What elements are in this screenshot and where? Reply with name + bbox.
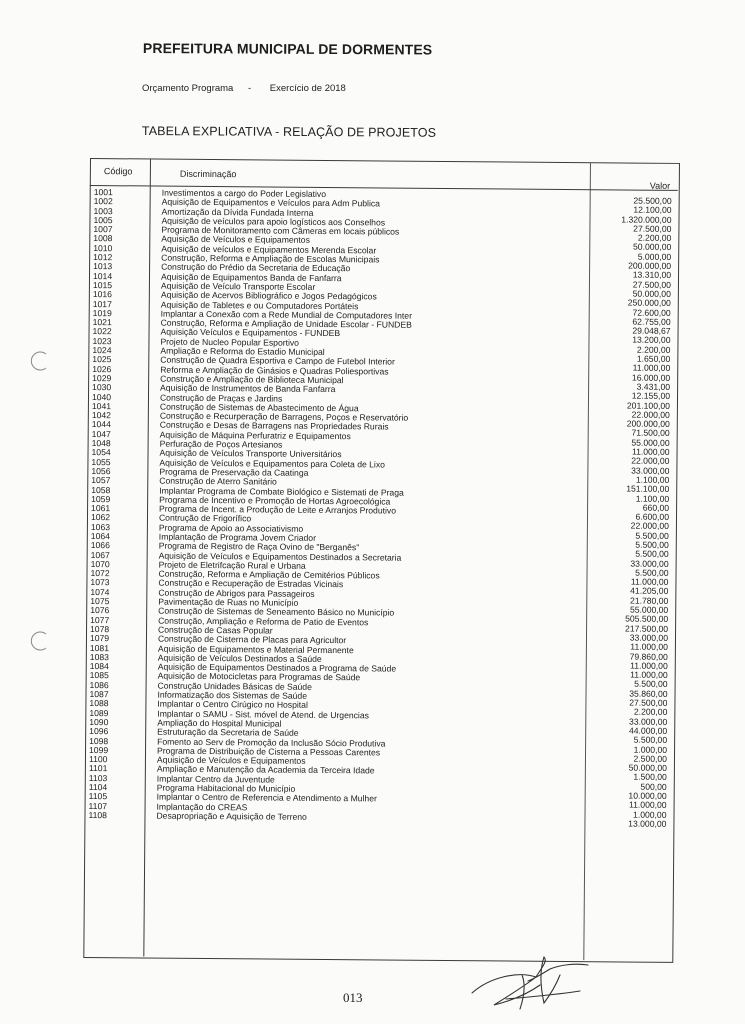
row-description: Construção e Recuperação de Estradas Vicinais bbox=[158, 578, 344, 590]
row-code: 1021 bbox=[92, 317, 112, 328]
row-code: 1089 bbox=[89, 707, 109, 718]
row-code: 1101 bbox=[88, 763, 108, 774]
row-value: 33.000,00 bbox=[629, 716, 668, 727]
row-code: 1012 bbox=[93, 252, 113, 263]
row-code: 1019 bbox=[92, 307, 112, 319]
row-value: 72.600,00 bbox=[632, 307, 671, 318]
row-code: 1003 bbox=[93, 205, 113, 216]
row-description: Aquisição de Acervos Bibliográfico e Jogos Pedagógicos bbox=[160, 289, 377, 302]
row-code: 1079 bbox=[89, 633, 110, 644]
row-description: Aquisição de Equipamentos e Material Permanente bbox=[157, 643, 354, 655]
row-value: 25.500,00 bbox=[633, 195, 672, 206]
row-code: 1025 bbox=[92, 354, 112, 365]
row-code: 1108 bbox=[88, 809, 108, 821]
row-description: Ampliação e Reforma do Estadio Municipal bbox=[160, 345, 325, 358]
row-description: Reforma e Ampliação de Ginásios e Quadras Poliesportivas bbox=[160, 364, 389, 377]
row-value: 1.000,00 bbox=[633, 809, 667, 820]
punch-hole-mark bbox=[28, 350, 50, 372]
row-value: 217.500,00 bbox=[625, 623, 669, 634]
row-description: Implantar o Centro de Referencia e Atendimento a Mulher bbox=[156, 791, 377, 804]
row-value: 200.000,00 bbox=[626, 418, 670, 429]
row-description: Construção e Desas de Barragens nas Propriedades Rurais bbox=[159, 420, 389, 432]
row-value: 22.000,00 bbox=[631, 455, 670, 467]
row-description: Construção de Casas Popular bbox=[158, 624, 273, 636]
row-code: 1055 bbox=[91, 456, 111, 467]
row-value: 11.000,00 bbox=[630, 660, 668, 671]
row-value: 5.500,00 bbox=[635, 567, 669, 578]
row-description: Aquisição de Instrumentos de Banda Fanfarra bbox=[160, 382, 336, 395]
row-code: 1100 bbox=[88, 754, 108, 765]
row-description: Programa de Apoio ao Associativismo bbox=[158, 522, 304, 534]
row-code: 1024 bbox=[92, 345, 112, 356]
row-code: 1048 bbox=[91, 438, 111, 449]
row-value: 27.500,00 bbox=[632, 279, 672, 290]
row-value: 55.000,00 bbox=[631, 437, 670, 448]
row-description: Aquisição de Veículos Transporte Universitários bbox=[159, 447, 342, 460]
row-value: 11.000,00 bbox=[630, 641, 668, 653]
row-code: 1054 bbox=[91, 447, 111, 458]
row-description: Implantar a Conexão com a Rede Mundial de Computadores Inter bbox=[160, 308, 413, 321]
row-value: 33.000,00 bbox=[631, 465, 670, 476]
row-code: 1005 bbox=[93, 214, 113, 226]
row-value: 6.600,00 bbox=[635, 511, 670, 522]
row-description: Construção e Ampliação de Biblioteca Municipal bbox=[160, 373, 344, 386]
row-description: Implantar Programa de Combate Biológico e Sistemati de Praga bbox=[159, 485, 404, 498]
row-code: 1070 bbox=[90, 558, 110, 570]
row-value: 12.155,00 bbox=[631, 390, 671, 402]
row-code: 1058 bbox=[91, 484, 111, 495]
row-code: 1057 bbox=[91, 475, 111, 486]
row-value: 2.200,00 bbox=[633, 706, 668, 718]
row-code: 1066 bbox=[90, 540, 110, 551]
row-value: 2.500,00 bbox=[633, 753, 668, 764]
row-description: Programa de Incentivo e Promoção de Hortas Agroecológica bbox=[159, 494, 391, 507]
row-value: 1.650,00 bbox=[636, 353, 671, 364]
row-description: Aquisição de Equipamentos Destinados a Programa de Saúde bbox=[157, 661, 397, 674]
row-description: Construção de Praças e Jardins bbox=[159, 392, 283, 404]
row-description: Aquisição de Veículos e Equipamentos Destinados a Secretaria bbox=[158, 550, 402, 563]
row-value: 44.000,00 bbox=[628, 725, 668, 736]
row-description: Aquisição de Veículos e Equipamentos bbox=[156, 754, 306, 766]
row-code: 1010 bbox=[93, 242, 113, 253]
exercise-label: Exercício de 2018 bbox=[269, 83, 346, 94]
row-description: Programa de Incent. a Produção de Leite e Arranjos Produtivo bbox=[159, 503, 397, 516]
row-value: 201.100,00 bbox=[626, 400, 670, 411]
row-code: 1042 bbox=[91, 410, 112, 421]
row-code: 1096 bbox=[89, 726, 109, 737]
row-code: 1047 bbox=[91, 428, 111, 439]
row-description: Construção Unidades Básicas de Saúde bbox=[157, 680, 312, 692]
row-description: Estruturação da Secretaria de Saúde bbox=[157, 726, 299, 738]
row-code: 1016 bbox=[92, 289, 113, 300]
row-description: Informatização dos Sistemas de Saúde bbox=[157, 689, 308, 701]
row-code: 1085 bbox=[89, 670, 109, 681]
row-description: Programa Habitacional do Município bbox=[156, 782, 296, 794]
row-value: 16.000,00 bbox=[631, 372, 671, 383]
row-value: 1.320.000,00 bbox=[621, 214, 672, 225]
row-code: 1030 bbox=[92, 382, 112, 393]
row-description: Aquisição de Veículos Destinados a Saúde bbox=[157, 652, 322, 664]
row-value: 5.500,00 bbox=[633, 734, 668, 746]
row-value: 22.000,00 bbox=[630, 520, 669, 532]
row-value: 79.860,00 bbox=[629, 651, 668, 662]
row-value: 1.100,00 bbox=[635, 493, 670, 504]
row-description: Perfuração de Poços Artesianos bbox=[159, 438, 283, 450]
row-value: 1.100,00 bbox=[635, 474, 670, 485]
row-value: 3.431,00 bbox=[636, 381, 671, 392]
row-description: Construção, Reforma e Ampliação de Unidade Escolar - FUNDEB bbox=[160, 317, 412, 330]
row-value: 11.000,00 bbox=[631, 446, 670, 457]
row-value: 12.100,00 bbox=[633, 204, 672, 216]
row-value: 22.000,00 bbox=[631, 409, 670, 420]
row-code: 1081 bbox=[89, 642, 110, 653]
row-code: 1022 bbox=[92, 326, 112, 337]
row-code: 1086 bbox=[89, 679, 109, 690]
row-value: 27.500,00 bbox=[633, 223, 672, 234]
row-description: Pavimentação de Ruas no Município bbox=[158, 596, 299, 608]
row-code: 1014 bbox=[92, 270, 113, 281]
row-value: 55.000,00 bbox=[629, 604, 669, 615]
row-description: Implantar Centro da Juventude bbox=[156, 773, 275, 785]
row-code: 1017 bbox=[92, 298, 112, 309]
row-description: Aquisição de Equipamentos Banda de Fanfarra bbox=[160, 271, 342, 283]
row-code: 1088 bbox=[89, 698, 109, 709]
row-description: Aquisição de Tabletes e ou Computadores Portáteis bbox=[160, 299, 359, 311]
row-code: 1015 bbox=[92, 279, 113, 291]
row-value: 21.780,00 bbox=[630, 595, 669, 606]
row-code: 1040 bbox=[91, 391, 112, 402]
handwritten-signature bbox=[470, 955, 590, 1015]
table-body bbox=[84, 187, 679, 829]
row-description: Projeto de Nucleo Popular Esportivo bbox=[160, 336, 300, 348]
row-code: 1013 bbox=[93, 261, 113, 272]
row-value: 500,00 bbox=[640, 781, 667, 792]
row-value: 10.000,00 bbox=[628, 790, 667, 801]
row-value: 250.000,00 bbox=[627, 297, 671, 309]
row-description: Desapropriação e Aquisição de Terreno bbox=[156, 810, 307, 822]
row-description: Aquisição de Veículo Transporte Escolar bbox=[160, 280, 316, 292]
column-header-code: Código bbox=[103, 166, 133, 177]
row-description: Construção de Abrigos para Passageiros bbox=[158, 587, 315, 599]
row-description: Contrução de Frigorífico bbox=[158, 512, 252, 524]
row-code: 1044 bbox=[91, 419, 111, 430]
row-value: 1.500,00 bbox=[633, 771, 667, 783]
row-description: Construção de Sistemas de Abastecimento de Água bbox=[159, 401, 359, 414]
row-code: 1002 bbox=[93, 196, 113, 207]
row-code: 1026 bbox=[92, 363, 112, 374]
budget-label: Orçamento Programa bbox=[142, 83, 234, 94]
row-description: Programa de Registro de Raça Ovino de "Berganês" bbox=[158, 540, 360, 553]
punch-hole-mark bbox=[28, 630, 50, 652]
row-description: Implantar o Centro Cirúgico no Hospital bbox=[157, 698, 308, 711]
row-value: 505.500,00 bbox=[625, 613, 669, 625]
row-description: Construção, Reforma e Ampliação de Escolas Municipais bbox=[161, 252, 380, 265]
row-code: 1104 bbox=[88, 782, 108, 793]
row-value: 50.000,00 bbox=[632, 288, 671, 299]
row-code: 1098 bbox=[89, 735, 109, 746]
row-code: 1059 bbox=[91, 493, 111, 504]
row-code: 1072 bbox=[90, 568, 110, 579]
row-description: Construção de Cisterna de Placas para Agricultor bbox=[157, 633, 347, 646]
row-code: 1056 bbox=[91, 465, 111, 477]
row-description: Aquisição de veículos e Equipamentos Merenda Escolar bbox=[161, 243, 377, 256]
row-value: 13.000,00 bbox=[628, 818, 667, 829]
row-value: 5.000,00 bbox=[637, 251, 672, 262]
row-code: 1008 bbox=[93, 233, 113, 244]
row-code: 1105 bbox=[88, 791, 108, 802]
row-value: 13.200,00 bbox=[632, 335, 671, 346]
row-description: Aquisição de Equipamentos e Veículos para Adm Publica bbox=[161, 196, 380, 209]
row-value: 200.000,00 bbox=[628, 260, 672, 271]
row-description: Construção e Recurperação de Barragens, Poços e Reservatório bbox=[159, 410, 409, 423]
row-value: 29.048,67 bbox=[632, 325, 671, 337]
row-description: Ampliação e Manutenção da Academia da Terceira Idade bbox=[156, 763, 375, 776]
row-value: 1.000,00 bbox=[633, 744, 668, 755]
row-description: Programa de Distribuição de Cisterna a Pessoas Carentes bbox=[156, 745, 381, 758]
row-code: 1107 bbox=[88, 800, 108, 811]
row-code: 1067 bbox=[90, 549, 110, 560]
row-description: Programa de Preservação da Caatinga bbox=[159, 466, 309, 478]
row-value: 5.500,00 bbox=[635, 539, 669, 550]
row-value: 2.200,00 bbox=[636, 344, 671, 355]
row-description: Aquisição de Motocicletas para Programas de Saúde bbox=[157, 671, 361, 683]
row-code: 1007 bbox=[93, 224, 113, 235]
row-description: Implantação de Programa Jovem Criador bbox=[158, 531, 317, 543]
row-code: 1064 bbox=[90, 531, 110, 542]
row-code: 1077 bbox=[90, 614, 110, 625]
budget-subtitle bbox=[142, 83, 346, 94]
row-value: 33.000,00 bbox=[630, 558, 669, 569]
row-description: Construção, Reforma e Ampliação de Cemitérios Públicos bbox=[158, 568, 380, 581]
row-code: 1073 bbox=[90, 577, 110, 588]
page-number: 013 bbox=[343, 990, 363, 1005]
row-code: 1023 bbox=[92, 335, 112, 346]
row-code: 1074 bbox=[90, 586, 110, 597]
row-code: 1062 bbox=[90, 512, 111, 523]
row-description: Aquisição de Máquina Perfuratriz e Equipamentos bbox=[159, 429, 351, 441]
row-value: 33.000,00 bbox=[629, 632, 669, 643]
row-description: Construção do Prédio da Secretaria de Educação bbox=[161, 261, 351, 274]
row-code: 1084 bbox=[89, 661, 109, 672]
row-code: 1103 bbox=[88, 772, 108, 783]
row-description: Aquisição de Veículos e Equipamentos para Coleta de Lixo bbox=[159, 457, 385, 470]
row-description: Construção, Ampliação e Reforma de Patio de Eventos bbox=[158, 615, 369, 628]
row-value: 71.500,00 bbox=[631, 427, 670, 439]
row-value: 2.200,00 bbox=[637, 232, 672, 244]
column-header-description: Discriminação bbox=[179, 168, 237, 180]
row-value: 11.000,00 bbox=[630, 576, 669, 588]
row-value: 27.500,00 bbox=[629, 697, 668, 708]
row-description: Aquisição de veículos para apoio logísticos aos Conselhos bbox=[161, 215, 386, 228]
row-description: Projeto de Eletrifcação Rural e Urbana bbox=[158, 559, 306, 571]
page-title: PREFEITURA MUNICIPAL DE DORMENTES bbox=[142, 40, 433, 58]
row-code: 1083 bbox=[89, 651, 109, 663]
row-description: Ampliação do Hospital Municipal bbox=[157, 717, 282, 729]
row-code: 1063 bbox=[90, 521, 111, 532]
row-code: 1075 bbox=[90, 596, 110, 607]
row-code: 1090 bbox=[89, 716, 109, 728]
row-value: 5.500,00 bbox=[635, 530, 669, 541]
row-value: 41.205,00 bbox=[630, 586, 669, 597]
projects-table bbox=[83, 158, 680, 963]
row-value: 50.000,00 bbox=[628, 762, 667, 773]
row-description: Investimentos a cargo do Poder Legislativo bbox=[161, 187, 327, 199]
row-description: Construção de Quadra Esportiva e Campo de Futebol Interior bbox=[160, 354, 395, 367]
row-description: Construção de Aterro Sanitário bbox=[159, 475, 277, 487]
subtitle-separator: - bbox=[247, 83, 252, 94]
row-description: Programa de Monitoramento com Câmeras em locais públicos bbox=[161, 224, 400, 237]
row-code: 1029 bbox=[92, 372, 112, 384]
row-description: Construção de Sistemas de Seneamento Básico no Município bbox=[158, 605, 395, 618]
row-description: Implantação do CREAS bbox=[156, 801, 248, 812]
row-description: Amortização da Dívida Fundada Interna bbox=[161, 206, 314, 218]
row-value: 11.000,00 bbox=[628, 799, 667, 811]
row-value: 62.755,00 bbox=[632, 316, 671, 327]
row-value: 660,00 bbox=[642, 502, 670, 513]
row-code: 1087 bbox=[89, 689, 109, 700]
row-value: 5.500,00 bbox=[635, 548, 669, 560]
row-value: 11.000,00 bbox=[630, 669, 668, 680]
row-value: 151.100,00 bbox=[626, 483, 670, 495]
row-code: 1061 bbox=[91, 503, 111, 514]
row-code: 1041 bbox=[91, 400, 112, 412]
row-value: 50.000,00 bbox=[632, 242, 672, 253]
row-value: 13.310,00 bbox=[632, 269, 672, 281]
row-code: 1076 bbox=[90, 605, 110, 616]
row-value: 5.500,00 bbox=[634, 679, 668, 690]
row-description: Aquisição Veículos e Equipamentos - FUNDEB bbox=[160, 327, 341, 339]
row-value: 35.860,00 bbox=[629, 688, 668, 699]
column-header-value: Valor bbox=[649, 180, 671, 191]
row-description: Aquisição de Veículos e Equipamentos bbox=[161, 234, 310, 246]
row-description: Implantar o SAMU - Sist. móvel de Atend. de Urgencias bbox=[157, 708, 369, 720]
row-code: 1078 bbox=[90, 623, 110, 635]
row-code: 1001 bbox=[93, 187, 113, 198]
row-code: 1099 bbox=[89, 744, 109, 755]
row-description: Fomento ao Serv de Promoção da Inclusão Sócio Produtiva bbox=[157, 736, 386, 749]
section-title: TABELA EXPLICATIVA - RELAÇÃO DE PROJETOS bbox=[141, 124, 437, 140]
row-value: 11.000,00 bbox=[632, 362, 671, 374]
